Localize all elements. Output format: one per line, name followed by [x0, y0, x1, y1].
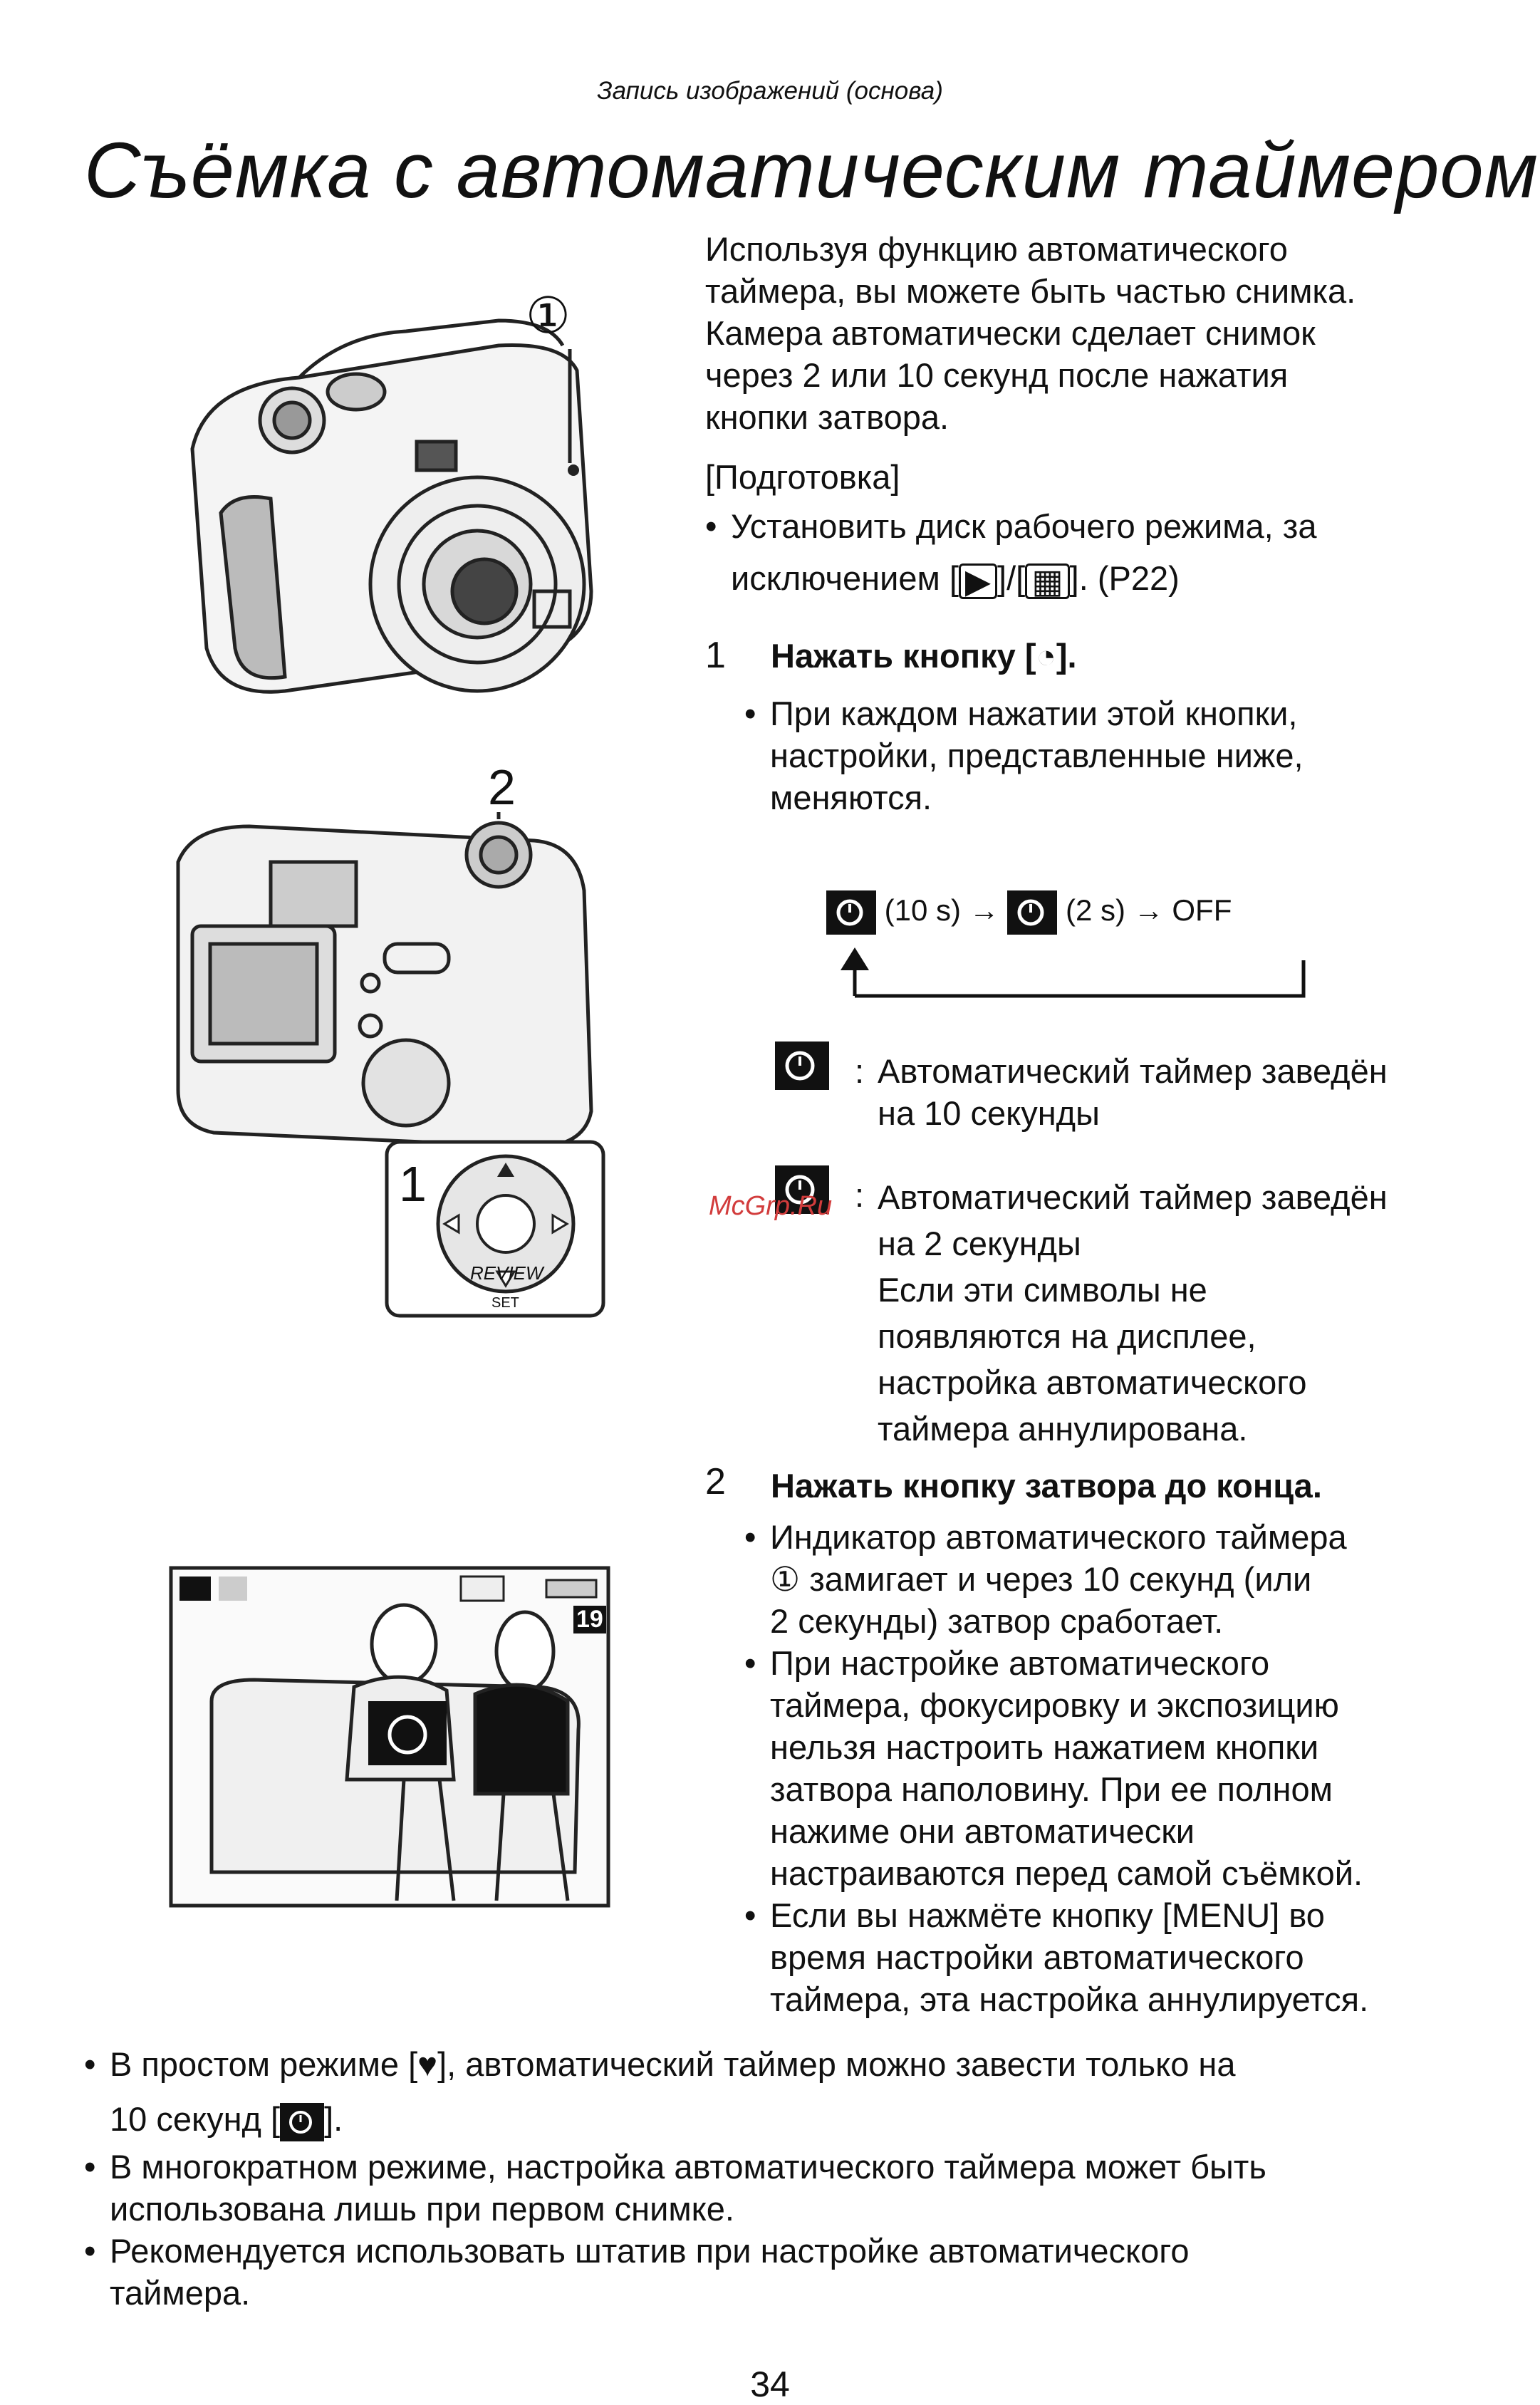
playback-mode-icon: ▶	[959, 563, 997, 599]
cycle-10s-label: (10 s)	[884, 893, 962, 928]
arrow-right-icon: →	[1133, 893, 1164, 928]
step-2-number: 2	[705, 1461, 726, 1502]
cycle-return-arrow	[833, 947, 1318, 1008]
cycle-2s-label: (2 s)	[1066, 893, 1126, 928]
step-1-bullet: • При каждом нажатии этой кнопки, настройки, представленные ниже, меняются.	[744, 692, 1507, 819]
note-tripod: • Рекомендуется использовать штатив при настройке автоматического	[84, 2230, 1494, 2272]
self-timer-10s-icon	[280, 2103, 324, 2141]
notes-section: • В простом режиме [♥], автоматический таймер можно завести только на 10 секунд [ ]. • В многократном режиме, настройка автоматического таймера может быть использована лишь при первом снимке. • Рекомендуется использовать штатив при настройке автоматического таймера.	[84, 2043, 1494, 2314]
step-2-bullets: • Индикатор автоматического таймера ① замигает и через 10 секунд (или 2 секунды) затвор сработает. • При настройке автоматического таймера, фокусировку и экспозицию нельзя настроить нажатием кнопки затвора наполовину. При ее полном нажиме они автоматически настраиваются перед самой съёмкой. • Если вы нажмёте кнопку [MENU] во время настройки автоматического таймера, эта настройка аннулируется.	[744, 1516, 1514, 2020]
step-1-heading: Нажать кнопку [◔].	[771, 637, 1077, 675]
intro-line: кнопки затвора.	[705, 398, 950, 436]
note-burst-mode: • В многократном режиме, настройка автоматического таймера может быть	[84, 2146, 1494, 2188]
heart-icon: ♥	[417, 2045, 438, 2083]
page-number: 34	[750, 2364, 790, 2404]
intro-paragraph	[705, 228, 1503, 438]
prep-heading: [Подготовка]	[705, 458, 900, 496]
legend-2s-colon: :	[855, 1176, 865, 1214]
figure-label-1: 1	[399, 1156, 427, 1212]
note-simple-mode: • В простом режиме [♥], автоматический таймер можно завести только на	[84, 2043, 1494, 2085]
intro-line: через 2 или 10 секунд после нажатия	[705, 356, 1289, 394]
movie-mode-icon: ▦	[1025, 563, 1069, 599]
callout-1-ref: ①	[770, 1560, 801, 1598]
arrow-right-icon: →	[969, 893, 999, 928]
figure-label-2: 2	[488, 759, 516, 815]
callout-1: ①	[526, 288, 571, 343]
running-header: Запись изображений (основа)	[597, 77, 943, 105]
step-2-heading: Нажать кнопку затвора до конца.	[771, 1467, 1322, 1505]
intro-line: Камера автоматически сделает снимок	[705, 314, 1316, 352]
self-timer-icon: ◔	[1036, 637, 1056, 675]
watermark: McGrp.Ru	[709, 1191, 833, 1221]
camera-back-illustration	[164, 812, 605, 1158]
lcd-shot-count: 19	[573, 1606, 606, 1633]
set-label: SET	[491, 1295, 519, 1311]
self-timer-10s-icon	[775, 1042, 829, 1090]
prep-bullet: • Установить диск рабочего режима, за	[705, 505, 1503, 547]
intro-line: таймера, вы можете быть частью снимка.	[705, 272, 1356, 310]
prep-exceptions: исключением [ ▶ ]/[ ▦ ]. (P22)	[731, 559, 1180, 600]
camera-front-illustration	[164, 278, 627, 737]
legend-2s-text: Автоматический таймер заведён на 2 секунды Если эти символы не появляются на дисплее, настройка автоматического таймера аннулирована.	[878, 1178, 1388, 1448]
legend-10s-colon: :	[855, 1052, 865, 1090]
step-1-number: 1	[705, 635, 726, 676]
self-timer-10s-icon	[826, 890, 876, 935]
legend-10s	[775, 1042, 829, 1090]
review-label: REVIEW	[470, 1262, 543, 1284]
lcd-screen-illustration	[169, 1566, 610, 1911]
legend-10s-text: Автоматический таймер заведён на 10 секунды	[878, 1052, 1388, 1132]
page-title: Съёмка с автоматическим таймером	[84, 127, 1539, 214]
timer-cycle	[826, 890, 1232, 935]
self-timer-2s-icon	[1007, 890, 1057, 935]
intro-line: Используя функцию автоматического	[705, 230, 1288, 268]
cycle-off-label: OFF	[1172, 893, 1232, 928]
preparation-section	[705, 456, 1503, 599]
note-simple-mode-line2: 10 секунд [ ].	[84, 2098, 1494, 2141]
